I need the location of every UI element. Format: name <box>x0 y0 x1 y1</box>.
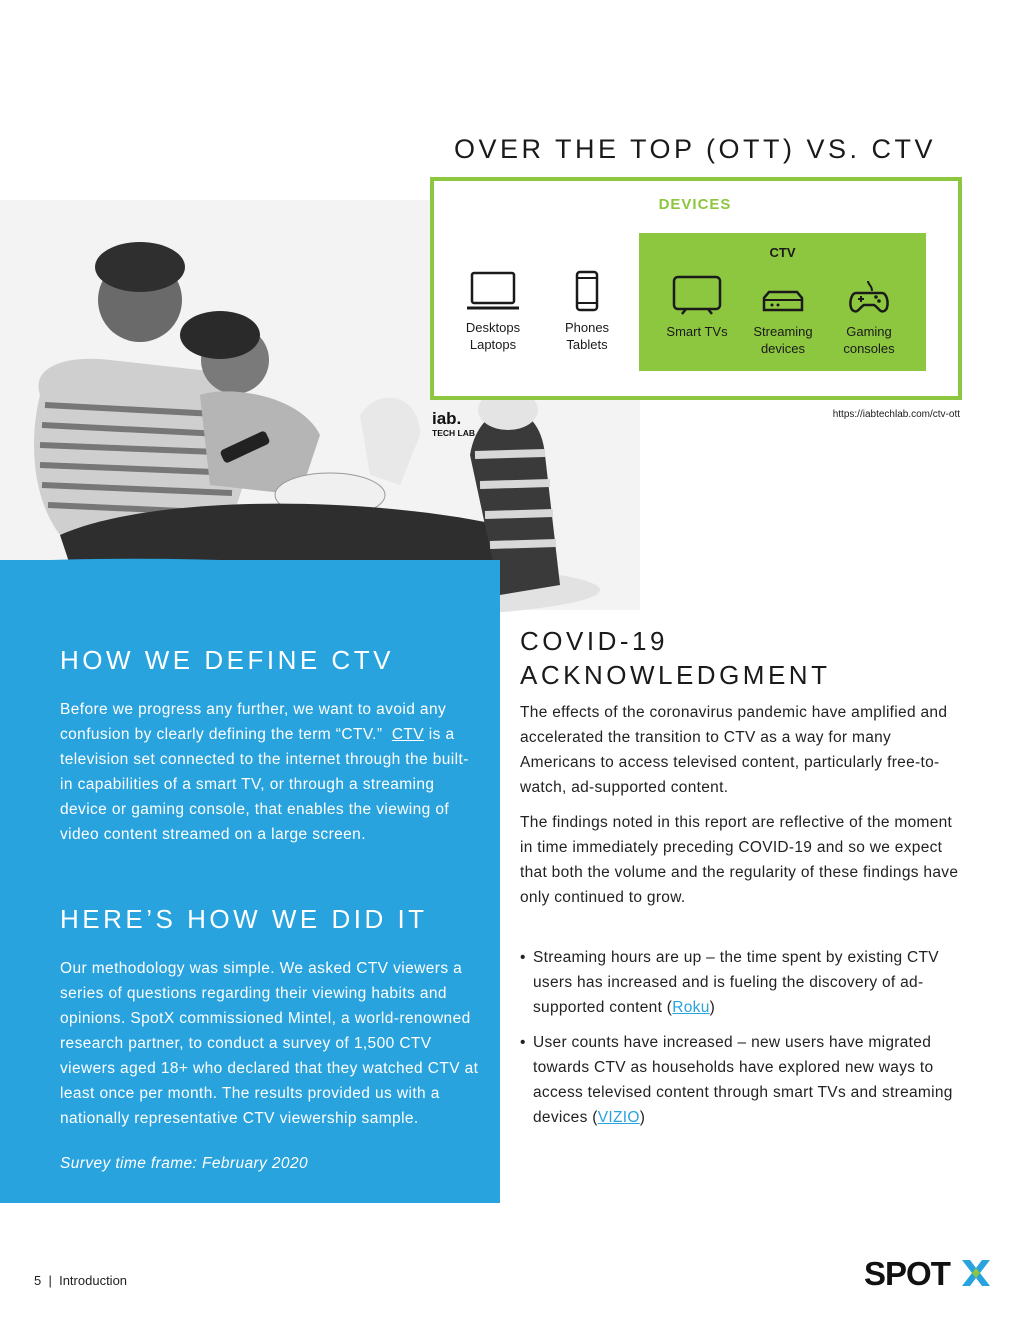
device-line-2: consoles <box>843 341 895 356</box>
iab-tech-lab-logo <box>432 408 476 442</box>
define-text-end: is a television set connected to the internet through the built-in capabilities of a smart TV, or through a streaming device or gaming console, that enables the viewing of video content streamed on a large screen. <box>60 726 469 844</box>
device-line-1: Smart TVs <box>666 324 728 339</box>
covid-paragraph-2: The findings noted in this report are reflective of the moment in time immediately preceding COVID-19 and so we expect that both the volume and the regularity of these findings have only continued to grow. <box>520 814 959 906</box>
ctv-label: CTV <box>769 245 796 260</box>
survey-time-frame: Survey time frame: February 2020 <box>60 1155 308 1173</box>
source-url[interactable]: https://iabtechlab.com/ctv-ott <box>832 409 960 420</box>
device-line-1: Desktops <box>465 320 521 335</box>
covid-bullet-1 <box>520 945 960 1020</box>
method-paragraph: Our methodology was simple. We asked CTV viewers a series of questions regarding their viewing habits and opinions. SpotX commissioned Mintel, a world-renowned research partner, to conduct a survey of 1,500 CTV viewers aged 18+ who declared that they watched CTV at least once per month. The results provided us with a nationally representative CTV viewership sample. <box>60 960 479 1128</box>
device-streaming <box>738 323 828 357</box>
gamepad-icon <box>848 279 890 315</box>
footer-separator: | <box>48 1273 52 1288</box>
device-gaming <box>824 323 914 357</box>
device-line-1: Phones <box>564 320 610 335</box>
define-title: HOW WE DEFINE CTV <box>60 644 394 675</box>
svg-text:SPOT: SPOT <box>864 1257 950 1289</box>
method-title: HERE’S HOW WE DID IT <box>60 903 428 934</box>
covid-title-line-1: COVID-19 <box>520 626 668 656</box>
svg-text:iab.: iab. <box>432 409 462 428</box>
ott-vs-ctv-title: OVER THE TOP (OTT) VS. CTV <box>453 134 937 164</box>
device-line-2: devices <box>760 341 806 356</box>
bullet-text: User counts have increased – new users have migrated towards CTV as households have explored new ways to access televised content through smart TVs and streaming devices ( <box>533 1034 953 1126</box>
covid-bullet-2 <box>520 1030 960 1130</box>
bullet-dot: • <box>520 949 526 966</box>
covid-title-line-2: ACKNOWLEDGMENT <box>520 660 831 690</box>
device-line-2: Tablets <box>566 337 608 352</box>
laptop-icon <box>466 270 520 312</box>
bullet-end: ) <box>639 1109 646 1126</box>
spotx-logo <box>864 1257 990 1289</box>
device-phones-tablets <box>542 319 632 353</box>
covid-title <box>520 624 960 692</box>
device-smart-tvs <box>652 323 742 340</box>
define-paragraph <box>60 697 480 847</box>
define-section <box>60 623 480 847</box>
devices-label: DEVICES <box>658 196 732 213</box>
device-desktops-laptops <box>448 319 538 353</box>
ctv-link[interactable]: CTV <box>391 726 425 744</box>
vizio-link[interactable]: VIZIO <box>597 1109 640 1126</box>
define-text-start: Before we progress any further, we want to avoid any confusion by clearly defining the term “CTV.” <box>60 701 447 744</box>
svg-text:TECH LAB: TECH LAB <box>432 428 475 438</box>
device-line-1: Gaming <box>846 324 892 339</box>
streaming-box-icon <box>762 288 804 314</box>
method-section <box>60 882 480 1176</box>
wave-decoration <box>0 548 640 618</box>
page-number: 5 <box>34 1273 42 1288</box>
phone-icon <box>574 270 600 312</box>
tv-icon <box>672 275 722 317</box>
roku-link[interactable]: Roku <box>672 999 710 1016</box>
covid-paragraph-1: The effects of the coronavirus pandemic have amplified and accelerated the transition to CTV as a way for many Americans to access televised content, particularly free-to-watch, ad-supported content. <box>520 704 948 796</box>
device-line-1: Streaming <box>753 324 813 339</box>
page-footer <box>34 1273 127 1288</box>
device-line-2: Laptops <box>469 337 517 352</box>
bullet-text: Streaming hours are up – the time spent by existing CTV users has increased and is fueling the discovery of ad-supported content ( <box>533 949 939 1016</box>
bullet-end: ) <box>709 999 716 1016</box>
bullet-dot: • <box>520 1034 526 1051</box>
footer-section: Introduction <box>59 1273 128 1288</box>
